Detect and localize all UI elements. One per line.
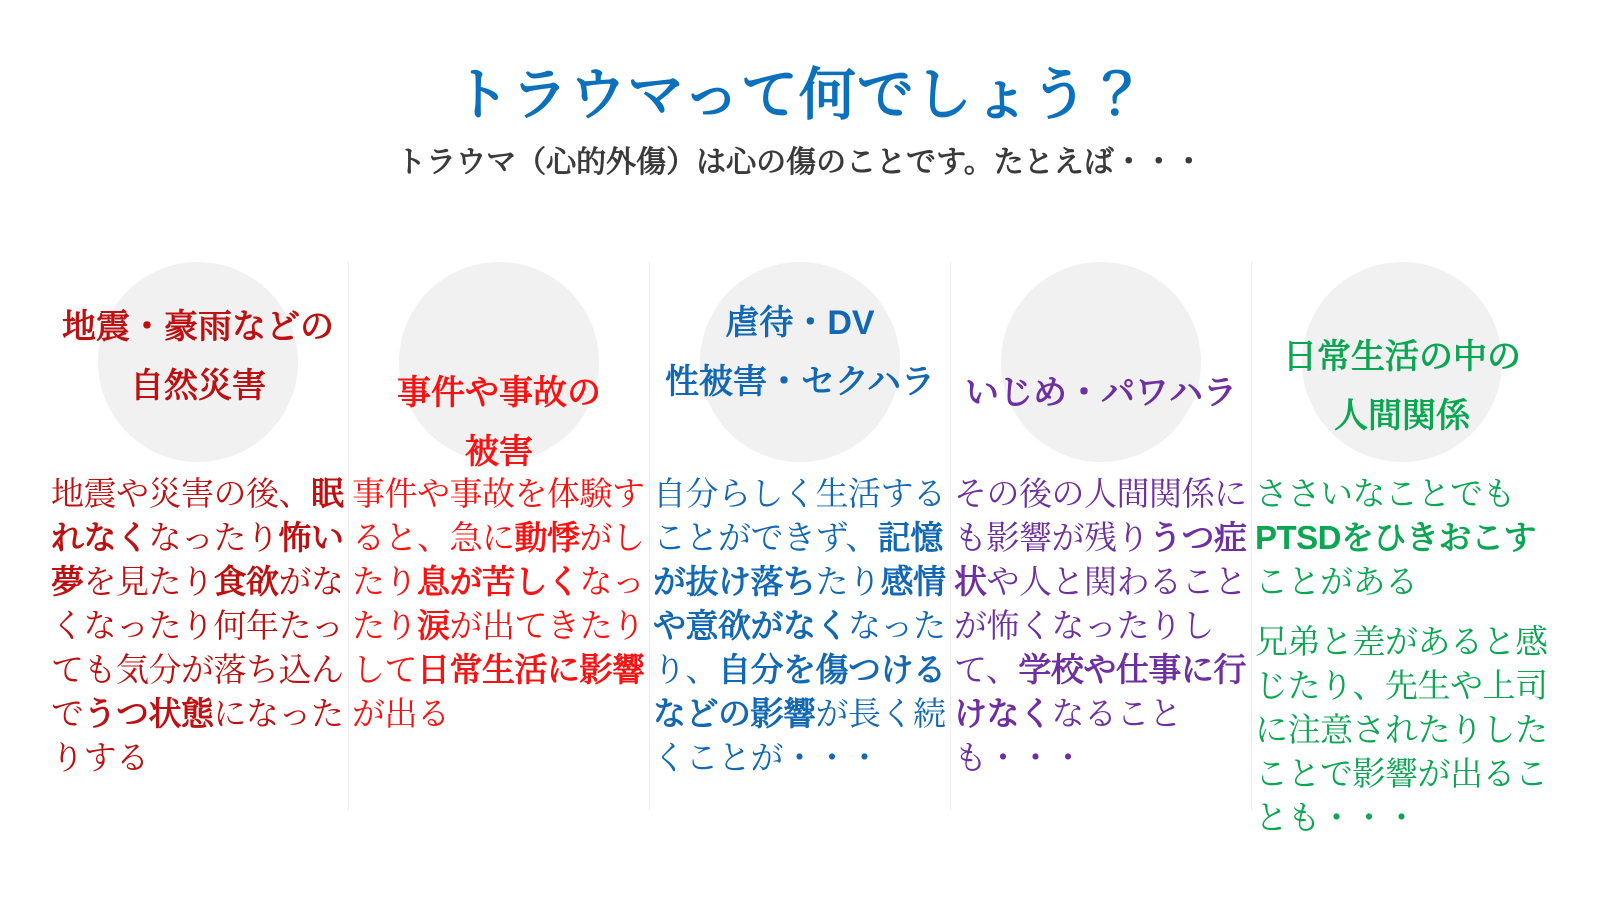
heading-line: 虐待・DV <box>725 304 875 342</box>
column-paragraph: その後の人間関係にも影響が残りうつ症状や人と関わることが怖くなったりして、学校や仕事に行けなくなることも・・・ <box>954 475 1247 776</box>
heading-line: 事件や事故の <box>397 374 601 412</box>
column-heading <box>951 364 1251 423</box>
column-paragraph: ささいなことでもPTSDをひきおこすことがある <box>1255 475 1537 600</box>
column-heading <box>349 364 649 482</box>
heading-line: 地震・豪雨などの <box>62 308 334 346</box>
heading-line: 人間関係 <box>1334 397 1470 435</box>
heading-line: いじめ・パワハラ <box>965 374 1237 412</box>
column-natural-disaster <box>48 262 348 810</box>
heading-line: 自然災害 <box>130 367 266 405</box>
heading-line: 性被害・セクハラ <box>665 363 935 401</box>
page-subtitle: トラウマ（心的外傷）は心の傷のことです。たとえば・・・ <box>396 146 1204 179</box>
column-bullying-power-harassment <box>950 262 1251 810</box>
column-heading <box>650 294 950 412</box>
column-paragraph: 事件や事故を体験すると、急に動悸がしたり息が苦しくなったり涙が出てきたりして日常生活に影響が出る <box>352 475 645 732</box>
heading-line: 被害 <box>465 433 533 471</box>
trauma-categories <box>48 262 1552 836</box>
column-heading <box>1252 328 1552 446</box>
column-heading <box>48 298 348 416</box>
column-paragraph: 地震や災害の後、眠れなくなったり怖い夢を見たり食欲がなくなったり何年たっても気分が落ち込んでうつ状態になったりする <box>51 475 344 776</box>
column-body <box>1255 472 1549 840</box>
column-abuse-dv-sexual-harassment <box>649 262 950 810</box>
column-incident-accident <box>348 262 649 810</box>
column-paragraph: 自分らしく生活することができず、記憶が抜け落ちたり感情や意欲がなくなったり、自分を傷つけるなどの影響が長く続くことが・・・ <box>653 475 946 776</box>
circle-background <box>1001 262 1201 462</box>
column-body <box>954 472 1248 780</box>
column-body <box>653 472 947 780</box>
column-body <box>51 472 345 780</box>
page-title: トラウマって何でしょう？ <box>453 63 1147 127</box>
column-daily-life-relationships <box>1251 262 1552 836</box>
column-paragraph: 兄弟と差があると感じたり、先生や上司に注意されたりしたことで影響が出ることも・・・ <box>1255 623 1548 836</box>
heading-line: 日常生活の中の <box>1283 338 1521 376</box>
column-body <box>352 472 646 736</box>
